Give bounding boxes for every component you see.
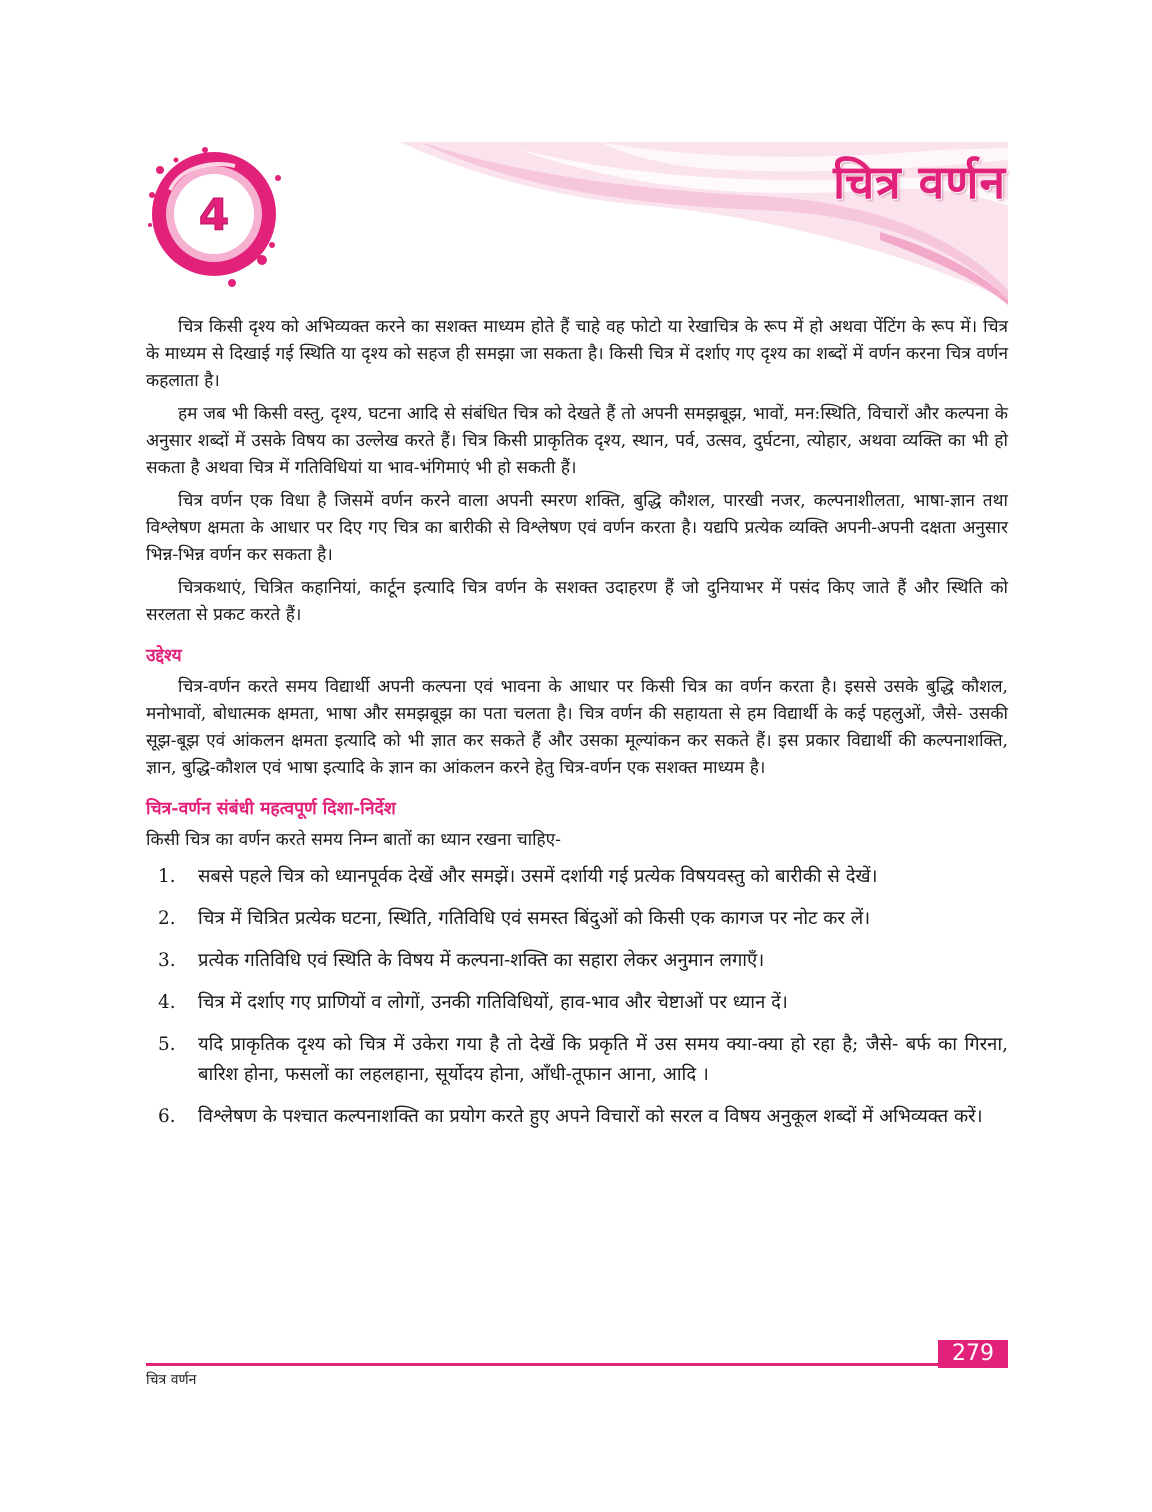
intro-paragraph-4: चित्रकथाएं, चित्रित कहानियां, कार्टून इत्यादि चित्र वर्णन के सशक्त उदाहरण हैं जो दुनियाभर में पसंद किए जाते हैं और स्थिति को सरलता से प्रकट करते हैं। (146, 578, 1008, 625)
objective-heading: उद्देश्य (146, 646, 182, 666)
list-item-number: 4. (158, 992, 176, 1013)
list-item (146, 946, 1008, 976)
list-item-number: 1. (158, 866, 176, 887)
guidelines-list (146, 862, 1008, 1132)
intro-paragraph-2: हम जब भी किसी वस्तु, दृश्य, घटना आदि से संबंधित चित्र को देखते हैं तो अपनी समझबूझ, भावों, मन:स्थिति, विचारों और कल्पना के अनुसार शब्दों में उसके विषय का उल्लेख करते हैं। चित्र किसी प्राकृतिक दृश्य, स्थान, पर्व, उत्सव, दुर्घटना, त्योहार, अथवा व्यक्ति का भी हो सकता है अथवा चित्र में गतिविधियां या भाव-भंगिमाएं भी हो सकती हैं। (146, 404, 1008, 478)
chapter-title: चित्र वर्णन (833, 155, 1006, 209)
list-item-text: यदि प्राकृतिक दृश्य को चित्र में उकेरा गया है तो देखें कि प्रकृति में उस समय क्या-क्या हो रहा है; जैसे- बर्फ का गिरना, बारिश होना, फसलों का लहलहाना, सूर्योदय होना, आँधी-तूफान आना, आदि । (198, 1034, 1008, 1085)
list-item-number: 5. (158, 1034, 176, 1055)
list-item-number: 6. (158, 1106, 176, 1127)
list-item (146, 1030, 1008, 1090)
page-content (146, 314, 1008, 1144)
list-item (146, 988, 1008, 1018)
objective-paragraph: चित्र-वर्णन करते समय विद्यार्थी अपनी कल्पना एवं भावना के आधार पर किसी चित्र का वर्णन करता है। इससे उसके बुद्धि कौशल, मनोभावों, बोधात्मक क्षमता, भाषा और समझबूझ का पता चलता है। चित्र वर्णन की सहायता से हम विद्यार्थी के कई पहलुओं, जैसे- उसकी सूझ-बूझ एवं आंकलन क्षमता इत्यादि को भी ज्ञात कर सकते हैं और उसका मूल्यांकन कर सकते हैं। इस प्रकार विद्यार्थी की कल्पनाशक्ति, ज्ञान, बुद्धि-कौशल एवं भाषा इत्यादि के ज्ञान का आंकलन करने हेतु चित्र-वर्णन एक सशक्त माध्यम है। (146, 677, 1008, 778)
chapter-number: 4 (198, 190, 230, 241)
list-item (146, 862, 1008, 892)
list-item-text: प्रत्येक गतिविधि एवं स्थिति के विषय में कल्पना-शक्ति का सहारा लेकर अनुमान लगाएँ। (198, 950, 765, 971)
guidelines-heading: चित्र-वर्णन संबंधी महत्वपूर्ण दिशा-निर्देश (146, 799, 396, 819)
list-item-number: 2. (158, 908, 176, 929)
list-item (146, 904, 1008, 934)
intro-paragraph-3: चित्र वर्णन एक विधा है जिसमें वर्णन करने वाला अपनी स्मरण शक्ति, बुद्धि कौशल, पारखी नजर, कल्पनाशीलता, भाषा-ज्ञान तथा विश्लेषण क्षमता के आधार पर दिए गए चित्र का बारीकी से विश्लेषण एवं वर्णन करता है। यद्यपि प्रत्येक व्यक्ति अपनी-अपनी दक्षता अनुसार भिन्न-भिन्न वर्णन कर सकता है। (146, 491, 1008, 565)
footer-divider (146, 1363, 1008, 1366)
chapter-number-badge (148, 147, 281, 287)
guidelines-intro: किसी चित्र का वर्णन करते समय निम्न बातों का ध्यान रखना चाहिए- (146, 830, 561, 850)
list-item-text: सबसे पहले चित्र को ध्यानपूर्वक देखें और समझें। उसमें दर्शायी गई प्रत्येक विषयवस्तु को बारीकी से देखें। (198, 866, 878, 887)
list-item-text: चित्र में चित्रित प्रत्येक घटना, स्थिति, गतिविधि एवं समस्त बिंदुओं को किसी एक कागज पर नोट कर लें। (198, 908, 871, 929)
list-item-number: 3. (158, 950, 176, 971)
list-item-text: विश्लेषण के पश्चात कल्पनाशक्ति का प्रयोग करते हुए अपने विचारों को सरल व विषय अनुकूल शब्दों में अभिव्यक्त करें। (198, 1106, 983, 1127)
list-item-text: चित्र में दर्शाए गए प्राणियों व लोगों, उनकी गतिविधियों, हाव-भाव और चेष्टाओं पर ध्यान दें। (198, 992, 788, 1013)
list-item (146, 1102, 1008, 1132)
page-number: 279 (938, 1340, 1008, 1368)
intro-paragraph-1: चित्र किसी दृश्य को अभिव्यक्त करने का सशक्त माध्यम होते हैं चाहे वह फोटो या रेखाचित्र के रूप में हो अथवा पेंटिंग के रूप में। चित्र के माध्यम से दिखाई गई स्थिति या दृश्य को सहज ही समझा जा सकता है। किसी चित्र में दर्शाए गए दृश्य का शब्दों में वर्णन करना चित्र वर्णन कहलाता है। (146, 317, 1008, 391)
footer-running-title: चित्र वर्णन (146, 1372, 197, 1388)
